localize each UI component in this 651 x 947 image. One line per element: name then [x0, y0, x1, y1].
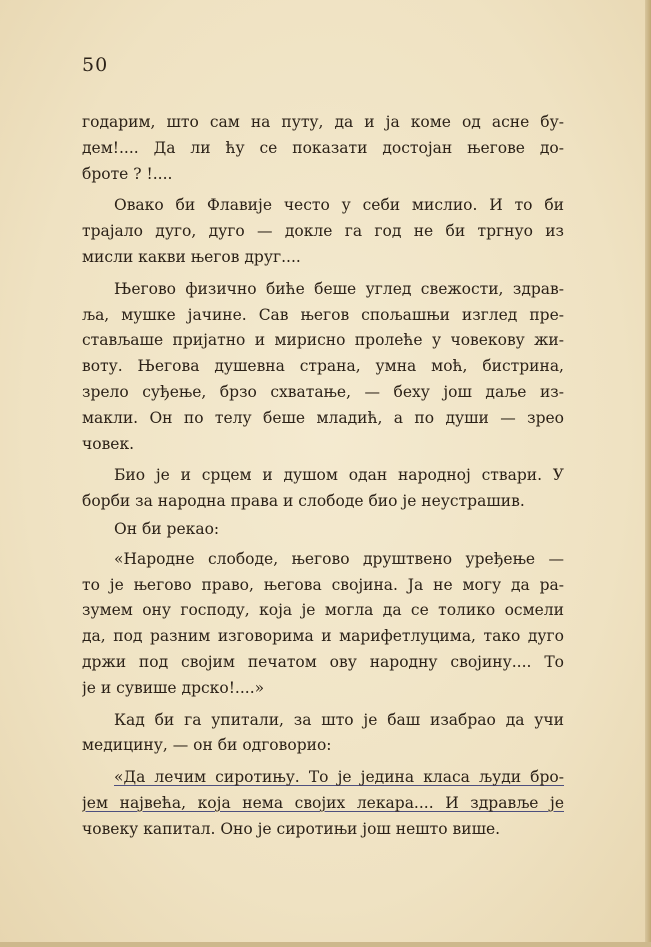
text-line: ља, мушке јачине. Сав његов спољашњи изглед пре- — [82, 305, 564, 324]
text-line: то је његово право, његова својина. Ја не могу да ра- — [82, 575, 564, 594]
text-line: Он би рекао: — [114, 519, 220, 538]
text-line: човек. — [82, 434, 135, 453]
text-line: борби за народна права и слободе био је неустрашив. — [82, 492, 525, 511]
text-line: мисли какви његов друг.... — [82, 247, 301, 266]
text-line: броте ? !.... — [82, 164, 173, 183]
paragraph — [82, 110, 564, 187]
paragraph — [82, 765, 564, 842]
paragraph — [82, 708, 564, 760]
body-text — [82, 110, 564, 843]
page-number: 50 — [82, 54, 109, 76]
text-line: Његово физично биће беше углед свежости, здрав- — [114, 279, 564, 298]
text-line: трајало дуго, дуго — докле га год не би тргнуо из — [82, 222, 564, 241]
text-line: Кад би га упитали, за што је баш изабрао да учи — [114, 710, 564, 729]
text-line: држи под својим печатом ову народну својину.... То — [82, 652, 564, 671]
text-line: годарим, што сам на путу, да и ја коме од асне бу- — [82, 113, 564, 131]
text-line: да, под разним изговорима и марифетлуцима, тако дуго — [82, 627, 564, 646]
text-line: «Народне слободе, његово друштвено уређење — — [114, 549, 564, 568]
page-edge — [645, 0, 651, 947]
text-line: је и сувише дрско!....» — [82, 678, 265, 697]
text-line: јем највећа, која нема својих лекара.... И здравље је — [82, 793, 564, 812]
paragraph — [82, 547, 564, 702]
text-line: Овако би Флавије често у себи мислио. И то би — [114, 196, 564, 215]
text-line: воту. Његова душевна страна, умна моћ, бистрина, — [82, 357, 564, 376]
text-line: Био је и срцем и душом одан народној ствари. У — [114, 466, 564, 485]
paragraph — [82, 193, 564, 270]
text-line: стављаше пријатно и мирисно пролеће у човекову жи- — [82, 331, 564, 350]
text-line: дем!.... Да ли ћу се показати достојан његове до- — [82, 138, 564, 157]
text-line: макли. Он по телу беше младић, а по души — зрео — [82, 408, 564, 427]
paragraph — [82, 463, 564, 515]
text-line: зрело суђење, брзо схватање, — беху још даље из- — [82, 382, 564, 401]
paragraph — [82, 517, 564, 543]
text-line: зумем ону господу, која је могла да се толико осмели — [82, 601, 564, 620]
text-line: човеку капитал. Оно је сиротињи још нешто више. — [82, 819, 501, 838]
text-line: «Да лечим сиротињу. То је једина класа људи бро- — [114, 768, 564, 787]
paragraph — [82, 277, 564, 458]
text-line: медицину, — он би одговорио: — [82, 736, 332, 755]
page-bottom-edge — [0, 942, 651, 947]
